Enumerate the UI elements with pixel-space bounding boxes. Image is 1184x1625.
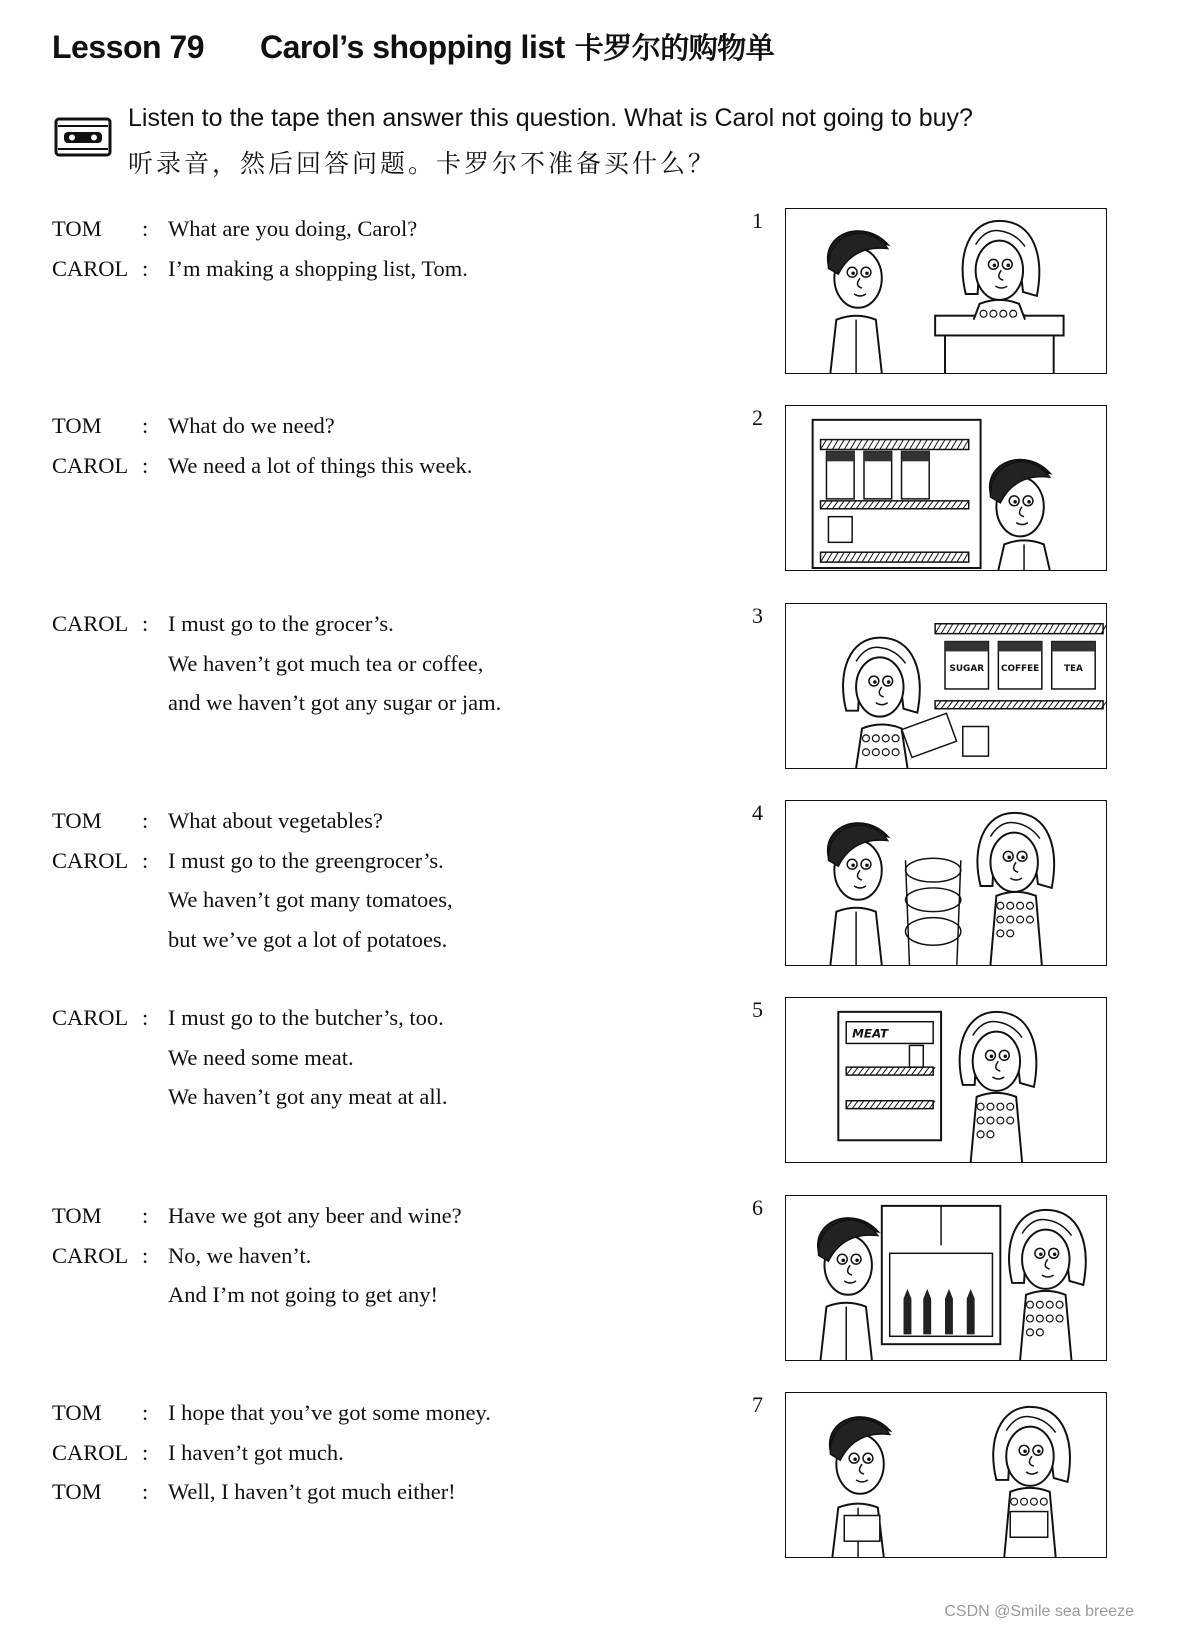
- speaker-name: CAROL: [52, 452, 129, 478]
- dialogue-line: [0, 919, 740, 960]
- dialogue-text: We haven’t got any meat at all.: [168, 1084, 448, 1109]
- picture-number: 1: [752, 208, 763, 233]
- illustration-svg: [786, 1196, 1106, 1360]
- illustration-svg: [786, 406, 1106, 570]
- dialogue-text: but we’ve got a lot of potatoes.: [168, 926, 448, 952]
- dialogue-text: and we haven’t got any sugar or jam.: [168, 690, 502, 715]
- illustration-panel: [785, 997, 1107, 1163]
- speaker-name: TOM: [52, 1479, 102, 1504]
- illustration-panel: [785, 405, 1107, 571]
- dialogue-line: [0, 208, 740, 249]
- speaker-colon: :: [142, 255, 149, 281]
- speaker-name: TOM: [52, 216, 102, 241]
- dialogue-section: [0, 997, 1184, 1177]
- dialogue-text: I must go to the greengrocer’s.: [168, 847, 444, 873]
- dialogue-text: What are you doing, Carol?: [168, 216, 418, 241]
- dialogue-section: [0, 208, 1184, 388]
- dialogue-line: [0, 997, 740, 1038]
- illustration-svg: [786, 209, 1106, 373]
- dialogue-line: [0, 1432, 740, 1473]
- dialogue-text: Well, I haven’t got much either!: [168, 1479, 456, 1504]
- speaker-name: CAROL: [52, 847, 129, 873]
- dialogue-text: No, we haven’t.: [168, 1242, 312, 1268]
- picture-number: 4: [752, 800, 763, 825]
- dialogue-line: [0, 1037, 740, 1078]
- speaker-name: CAROL: [52, 1439, 129, 1465]
- illustration-svg: [786, 998, 1106, 1162]
- dialogue-line: [0, 1195, 740, 1236]
- picture-number: 2: [752, 405, 763, 430]
- speaker-colon: :: [142, 1005, 149, 1030]
- illustration-panel: [785, 208, 1107, 374]
- speaker-colon: :: [142, 808, 149, 833]
- dialogue-text: Have we got any beer and wine?: [168, 1203, 462, 1228]
- speaker-name: CAROL: [52, 1005, 129, 1030]
- dialogue-line: [0, 603, 740, 644]
- cassette-tape-icon: [54, 116, 112, 158]
- lesson-number: Lesson 79: [52, 29, 205, 65]
- speaker-name: TOM: [52, 1400, 102, 1425]
- dialogue-line: [0, 800, 740, 841]
- jar-label: SUGAR: [949, 664, 985, 675]
- speaker-name: TOM: [52, 1203, 102, 1228]
- lesson-title-cn: 卡罗尔的购物单: [574, 33, 775, 65]
- speaker-colon: :: [142, 847, 149, 873]
- dialogue-section: [0, 800, 1184, 980]
- picture-number: 3: [752, 603, 763, 628]
- illustration-svg: [786, 604, 1106, 768]
- speaker-name: TOM: [52, 808, 102, 833]
- speaker-name: TOM: [52, 413, 102, 438]
- dialogue-line: [0, 1274, 740, 1315]
- dialogue-line: [0, 682, 740, 723]
- dialogue-text: What do we need?: [168, 413, 335, 438]
- dialogue-line: [0, 1392, 740, 1433]
- dialogue-text: I must go to the butcher’s, too.: [168, 1005, 444, 1030]
- dialogue-text: We need a lot of things this week.: [168, 452, 473, 478]
- instruction-en: Listen to the tape then answer this question. What is Carol not going to buy?: [128, 104, 973, 132]
- dialogue-text: I haven’t got much.: [168, 1439, 344, 1465]
- dialogue-section: [0, 1195, 1184, 1375]
- speaker-name: CAROL: [52, 611, 129, 636]
- dialogue-line: [0, 840, 740, 881]
- speaker-name: CAROL: [52, 1242, 129, 1268]
- dialogue-section: [0, 1392, 1184, 1572]
- lesson-header: [52, 26, 774, 67]
- lesson-title: Carol’s shopping list: [260, 29, 565, 65]
- illustration-panel: [785, 603, 1107, 769]
- dialogue-line: [0, 879, 740, 920]
- illustration-panel: [785, 1195, 1107, 1361]
- dialogue-text: We haven’t got many tomatoes,: [168, 887, 453, 912]
- dialogue-section: [0, 603, 1184, 783]
- picture-number: 6: [752, 1195, 763, 1220]
- dialogue-text: I hope that you’ve got some money.: [168, 1400, 491, 1425]
- illustration-panel: [785, 1392, 1107, 1558]
- picture-number: 5: [752, 997, 763, 1022]
- speaker-colon: :: [142, 1242, 149, 1268]
- instruction-cn: 听录音，然后回答问题。卡罗尔不准备买什么？: [128, 149, 717, 178]
- dialogue-line: [0, 248, 740, 289]
- dialogue-line: [0, 1076, 740, 1117]
- watermark: CSDN @Smile sea breeze: [944, 1603, 1134, 1620]
- fridge-label: MEAT: [852, 1026, 889, 1041]
- dialogue-line: [0, 1471, 740, 1512]
- speaker-colon: :: [142, 216, 149, 241]
- dialogue-line: [0, 1235, 740, 1276]
- jar-label: TEA: [1063, 664, 1083, 675]
- speaker-colon: :: [142, 1400, 149, 1425]
- dialogue-text: We need some meat.: [168, 1044, 354, 1070]
- speaker-colon: :: [142, 1203, 149, 1228]
- dialogue-section: [0, 405, 1184, 585]
- speaker-colon: :: [142, 1439, 149, 1465]
- speaker-colon: :: [142, 611, 149, 636]
- speaker-colon: :: [142, 1479, 149, 1504]
- dialogue-text: And I’m not going to get any!: [168, 1282, 438, 1307]
- speaker-name: CAROL: [52, 255, 129, 281]
- dialogue-text: I must go to the grocer’s.: [168, 611, 394, 636]
- dialogue-line: [0, 643, 740, 684]
- speaker-colon: :: [142, 413, 149, 438]
- picture-number: 7: [752, 1392, 763, 1417]
- dialogue-line: [0, 405, 740, 446]
- dialogue-text: What about vegetables?: [168, 808, 383, 833]
- speaker-colon: :: [142, 452, 149, 478]
- jar-label: COFFEE: [1000, 664, 1040, 675]
- dialogue-text: I’m making a shopping list, Tom.: [168, 255, 468, 281]
- dialogue-line: [0, 445, 740, 486]
- illustration-panel: [785, 800, 1107, 966]
- illustration-svg: [786, 801, 1106, 965]
- illustration-svg: [786, 1393, 1106, 1557]
- dialogue-text: We haven’t got much tea or coffee,: [168, 650, 484, 676]
